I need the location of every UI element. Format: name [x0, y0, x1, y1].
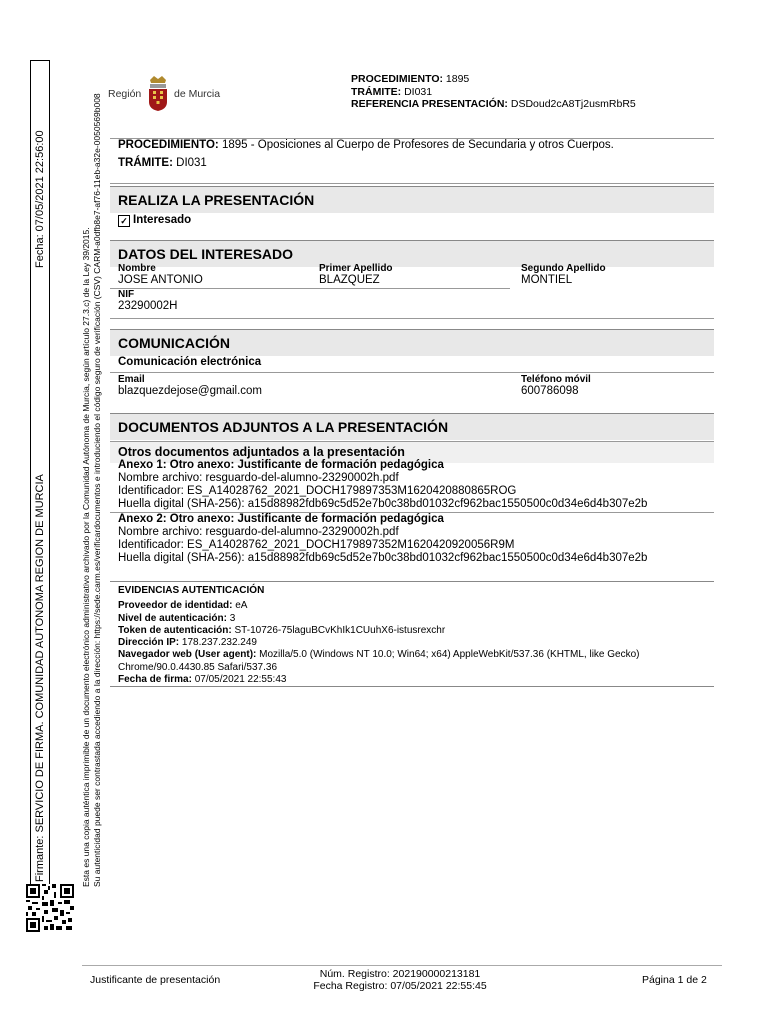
communication-title: COMUNICACIÓN	[110, 329, 714, 356]
primer-apellido-value: BLAZQUEZ	[319, 274, 380, 286]
tramite-value: DI031	[176, 157, 207, 169]
page-number: Página 1 de 2	[642, 974, 707, 986]
signer-text: Firmante: SERVICIO DE FIRMA. COMUNIDAD AUTONOMA REGION DE MURCIA	[34, 474, 46, 882]
interesado-label: Interesado	[133, 214, 192, 226]
ip-label: Dirección IP:	[118, 637, 180, 649]
attachment-2	[118, 513, 647, 565]
presenter-title: REALIZA LA PRESENTACIÓN	[110, 186, 714, 213]
row-divider	[110, 372, 714, 373]
segundo-apellido-label: Segundo Apellido	[521, 263, 606, 274]
primer-apellido-label: Primer Apellido	[319, 263, 393, 274]
telefono-label: Teléfono móvil	[521, 374, 591, 385]
nif-value: 23290002H	[118, 300, 178, 312]
user-agent-label: Navegador web (User agent):	[118, 649, 257, 661]
footer-left: Justificante de presentación	[90, 974, 221, 986]
region-murcia-logo	[108, 74, 223, 114]
communication-subtitle: Comunicación electrónica	[118, 356, 262, 368]
email-label: Email	[118, 374, 145, 385]
coat-of-arms-icon	[146, 74, 170, 112]
header-tramite-label: TRÁMITE:	[351, 85, 402, 98]
interested-section	[110, 240, 714, 320]
provider-label: Proveedor de identidad:	[118, 600, 233, 612]
documents-title: DOCUMENTOS ADJUNTOS A LA PRESENTACIÓN	[110, 413, 714, 440]
user-agent-continued: Chrome/90.0.4430.85 Safari/537.36	[118, 661, 277, 673]
level-label: Nivel de autenticación:	[118, 612, 227, 624]
header-references	[351, 73, 636, 111]
signature-date: Fecha: 07/05/2021 22:56:00	[34, 130, 46, 268]
procedure-section	[110, 138, 714, 184]
interested-title: DATOS DEL INTERESADO	[110, 240, 714, 267]
nombre-value: JOSE ANTONIO	[118, 274, 203, 286]
header-proc-label: PROCEDIMIENTO:	[351, 73, 443, 85]
procedure-value: 1895 - Oposiciones al Cuerpo de Profesores de Secundaria y otros Cuerpos.	[221, 139, 614, 151]
telefono-value: 600786098	[521, 385, 579, 397]
attachment-hash: Huella digital (SHA-256): a15d88982fdb69c5d52e7b0c38bd01032cf962bac1550500c0d34e6d4b307e2b	[118, 498, 648, 510]
evidence-title: EVIDENCIAS AUTENTICACIÓN	[118, 585, 265, 596]
header-proc-value: 1895	[445, 73, 470, 85]
procedure-label: PROCEDIMIENTO:	[118, 139, 219, 151]
copy-notice: Esta es una copia auténtica imprimible de un documento electrónico administrativo archivado por la Comunidad Autónoma de Murcia, según artículo 27.3.c) de la Ley 39/2015.	[81, 227, 91, 887]
registry-number: Núm. Registro: 202190000213181	[319, 968, 481, 980]
footer-registry	[300, 968, 500, 992]
segundo-apellido-value: MONTIEL	[521, 274, 573, 286]
attachment-hash: Huella digital (SHA-256): a15d88982fdb69c5d52e7b0c38bd01032cf962bac1550500c0d34e6d4b307e2b	[118, 552, 648, 564]
attachment-filename: Nombre archivo: resguardo-del-alumno-23290002h.pdf	[118, 526, 399, 538]
attachment-identifier: Identificador: ES_A14028762_2021_DOCH179897352M1620420920056R9M	[118, 539, 515, 551]
provider-value: eA	[235, 600, 248, 612]
nif-label: NIF	[118, 289, 135, 300]
header-tramite-value: DI031	[404, 85, 433, 98]
registry-date: Fecha Registro: 07/05/2021 22:55:45	[313, 980, 487, 992]
presenter-section	[110, 186, 714, 232]
communication-section	[110, 329, 714, 407]
token-label: Token de autenticación:	[118, 624, 232, 636]
interesado-checkbox[interactable]: ✓	[118, 215, 130, 227]
header-ref-value: DSDoud2cA8Tj2usmRbR5	[510, 98, 636, 110]
verification-notice: Su autenticidad puede ser contrastada accediendo a la dirección: https://sede.carm.es/verificardocumentos e introduciendo el código seguro de verificación (CSV) CARM-a0dfb8e7-af76-11eb-a32e-0050569b008	[92, 93, 102, 887]
nombre-label: Nombre	[118, 263, 156, 274]
footer-rule	[82, 965, 722, 966]
side-strip	[26, 60, 102, 890]
attachment-heading: Anexo 2: Otro anexo: Justificante de formación pedagógica	[118, 513, 444, 525]
attachment-1	[118, 459, 647, 511]
token-value: ST-10726-75laguBCvKhIk1CUuhX6-istusrexchr	[234, 624, 446, 636]
documents-section	[110, 413, 714, 573]
ip-value: 178.237.232.249	[181, 637, 257, 649]
signature-date-value: 07/05/2021 22:55:43	[194, 674, 287, 686]
logo-text-murcia: de Murcia	[174, 88, 221, 100]
level-value: 3	[229, 612, 236, 624]
header-ref-label: REFERENCIA PRESENTACIÓN:	[351, 98, 508, 110]
attachment-heading: Anexo 1: Otro anexo: Justificante de formación pedagógica	[118, 459, 444, 471]
logo-text-region: Región	[108, 88, 142, 100]
user-agent-value: Mozilla/5.0 (Windows NT 10.0; Win64; x64) AppleWebKit/537.36 (KHTML, like Gecko)	[259, 649, 640, 661]
attachment-identifier: Identificador: ES_A14028762_2021_DOCH179897353M1620420880865ROG	[118, 485, 517, 497]
email-value: blazquezdejose@gmail.com	[118, 385, 262, 397]
signature-date-label: Fecha de firma:	[118, 674, 192, 686]
documents-subtitle: Otros documentos adjuntados a la presentación	[110, 441, 714, 463]
evidence-section	[110, 581, 714, 687]
tramite-label: TRÁMITE:	[118, 157, 173, 169]
qr-code-icon	[26, 884, 74, 932]
row-divider	[110, 318, 714, 319]
attachment-filename: Nombre archivo: resguardo-del-alumno-23290002h.pdf	[118, 472, 399, 484]
